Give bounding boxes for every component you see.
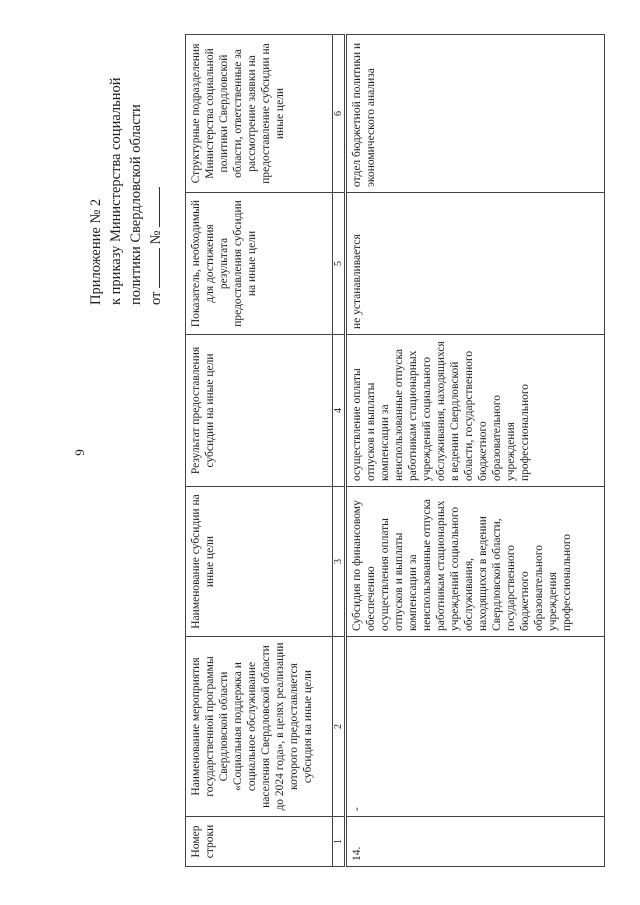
- header-event: Наименование мероприятия государственной программы Свердловской области «Социальная поддержка и социальное обслуживание населения Свердловской области до 2024 года», в целях реализации которого предоставляется субсидия на иные цели: [186, 637, 333, 817]
- header-subsidy-name: Наименование субсидии на иные цели: [186, 487, 333, 637]
- header-department: Структурные подразделения Министерства социальной политики Свердловской области, ответственные за рассмотрение заявки на предоставление субсидии на иные цели: [186, 35, 333, 193]
- appendix-order-line: к приказу Министерства социальной: [108, 77, 124, 305]
- row-number: 14.: [346, 817, 605, 867]
- column-number: 4: [333, 335, 346, 487]
- column-number: 2: [333, 637, 346, 817]
- header-row-number: Номер строки: [186, 817, 333, 867]
- order-number: [159, 187, 160, 227]
- column-number-row: [333, 35, 346, 867]
- column-number: 1: [333, 817, 346, 867]
- appendix-ministry-line: политики Свердловской области: [128, 104, 144, 305]
- number-sign: №: [148, 230, 164, 245]
- column-number: 5: [333, 193, 346, 335]
- column-number: 6: [333, 35, 346, 193]
- row-department: отдел бюджетной политики и экономического анализа: [346, 35, 605, 193]
- date-prefix: от: [148, 291, 164, 305]
- date-value: [159, 248, 160, 288]
- appendix-title: Приложение № 2: [88, 198, 104, 305]
- row-indicator: не устанавливается: [346, 193, 605, 335]
- column-number: 3: [333, 487, 346, 637]
- row-event: -: [346, 637, 605, 817]
- page-number: 9: [72, 449, 87, 456]
- subsidy-table: [185, 34, 605, 867]
- header-result: Результат предоставления субсидии на иные цели: [186, 335, 333, 487]
- row-subsidy-name: Субсидия по финансовому обеспечению осуществления оплаты отпусков и выплаты компенсации за неиспользованные отпуска работникам стационарных учреждений социального обслуживания, находящихся в ведении Свердловской области, государственного бюджетного образовательного учреждения профессионального: [346, 487, 605, 637]
- table-header-row: [186, 35, 333, 867]
- header-indicator: Показатель, необходимый для достижения результата предоставления субсидии на иные цели: [186, 193, 333, 335]
- table-row: [346, 35, 605, 867]
- row-result: осуществление оплаты отпусков и выплаты компенсации за неиспользованные отпуска работникам стационарных учреждений социального обслуживания, находящихся в ведении Свердловской области, государственного бюджетного образовательного учреждения профессионального: [346, 335, 605, 487]
- appendix-date-line: [146, 5, 166, 305]
- appendix-header: [86, 5, 166, 305]
